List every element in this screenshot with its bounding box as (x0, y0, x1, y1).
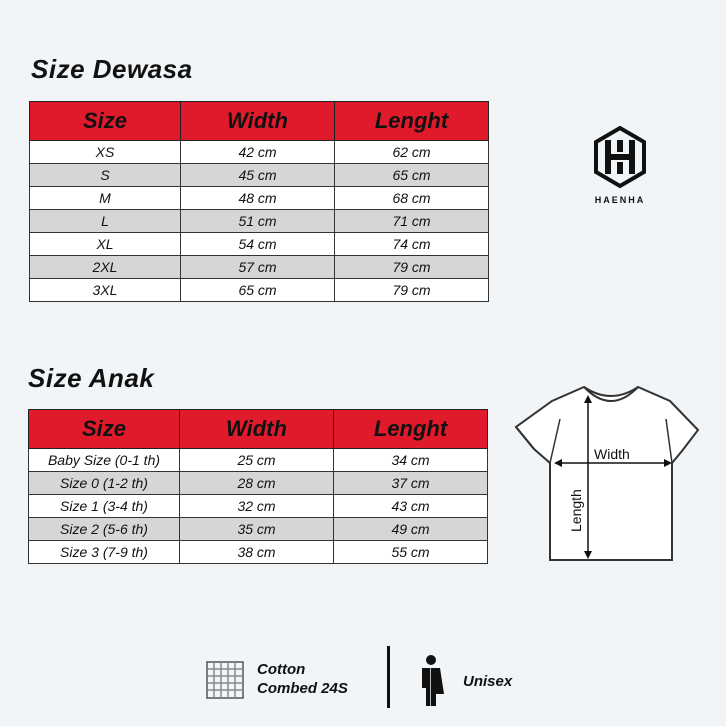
table-header-row (30, 102, 489, 141)
table-row (29, 495, 488, 518)
header-width: Width (181, 102, 335, 141)
cell-width: 48 cm (181, 187, 335, 210)
table-row (30, 210, 489, 233)
cell-width: 35 cm (180, 518, 334, 541)
table-row (30, 164, 489, 187)
fabric-icon-wrap (205, 660, 245, 705)
size-table-dewasa (29, 101, 489, 302)
cell-size: S (30, 164, 181, 187)
table-row (29, 472, 488, 495)
material-line2: Combed 24S (257, 680, 348, 697)
width-label: Width (594, 446, 630, 462)
cell-width: 54 cm (181, 233, 335, 256)
cell-length: 79 cm (335, 256, 489, 279)
fabric-icon (205, 660, 245, 700)
cell-size: Size 3 (7-9 th) (29, 541, 180, 564)
tshirt-icon (510, 375, 716, 580)
cell-size: Baby Size (0-1 th) (29, 449, 180, 472)
logo-text: HAENHA (594, 195, 646, 205)
divider (387, 646, 390, 708)
header-size: Size (29, 410, 180, 449)
size-table-anak (28, 409, 488, 564)
header-size: Size (30, 102, 181, 141)
cell-size: XS (30, 141, 181, 164)
table-row (30, 233, 489, 256)
table-row (30, 256, 489, 279)
unisex-icon-wrap (417, 654, 445, 713)
gender-label: Unisex (463, 673, 513, 690)
cell-size: Size 1 (3-4 th) (29, 495, 180, 518)
cell-size: 3XL (30, 279, 181, 302)
cell-length: 71 cm (335, 210, 489, 233)
cell-width: 65 cm (181, 279, 335, 302)
table-row (30, 141, 489, 164)
cell-width: 28 cm (180, 472, 334, 495)
cell-width: 32 cm (180, 495, 334, 518)
table-row (29, 518, 488, 541)
cell-size: Size 0 (1-2 th) (29, 472, 180, 495)
length-label: Length (568, 489, 584, 532)
material-label (257, 660, 348, 698)
cell-width: 51 cm (181, 210, 335, 233)
cell-length: 62 cm (335, 141, 489, 164)
cell-width: 45 cm (181, 164, 335, 187)
table-row (30, 187, 489, 210)
cell-width: 57 cm (181, 256, 335, 279)
cell-size: M (30, 187, 181, 210)
cell-length: 79 cm (335, 279, 489, 302)
cell-size: XL (30, 233, 181, 256)
cell-length: 55 cm (334, 541, 488, 564)
cell-width: 25 cm (180, 449, 334, 472)
table-header-row (29, 410, 488, 449)
cell-length: 34 cm (334, 449, 488, 472)
cell-length: 49 cm (334, 518, 488, 541)
cell-length: 68 cm (335, 187, 489, 210)
cell-length: 65 cm (335, 164, 489, 187)
cell-size: Size 2 (5-6 th) (29, 518, 180, 541)
table-row (30, 279, 489, 302)
cell-size: 2XL (30, 256, 181, 279)
title-size-dewasa: Size Dewasa (31, 54, 193, 84)
header-width: Width (180, 410, 334, 449)
brand-logo (584, 126, 656, 205)
cell-length: 37 cm (334, 472, 488, 495)
table-row (29, 449, 488, 472)
cell-width: 42 cm (181, 141, 335, 164)
table-row (29, 541, 488, 564)
material-line1: Cotton (257, 661, 306, 678)
cell-length: 43 cm (334, 495, 488, 518)
header-length: Lenght (334, 410, 488, 449)
cell-length: 74 cm (335, 233, 489, 256)
header-length: Lenght (335, 102, 489, 141)
unisex-icon (417, 654, 445, 708)
tshirt-diagram (510, 375, 716, 580)
haenha-logo-icon (594, 126, 646, 188)
title-size-anak: Size Anak (28, 363, 155, 393)
cell-width: 38 cm (180, 541, 334, 564)
cell-size: L (30, 210, 181, 233)
